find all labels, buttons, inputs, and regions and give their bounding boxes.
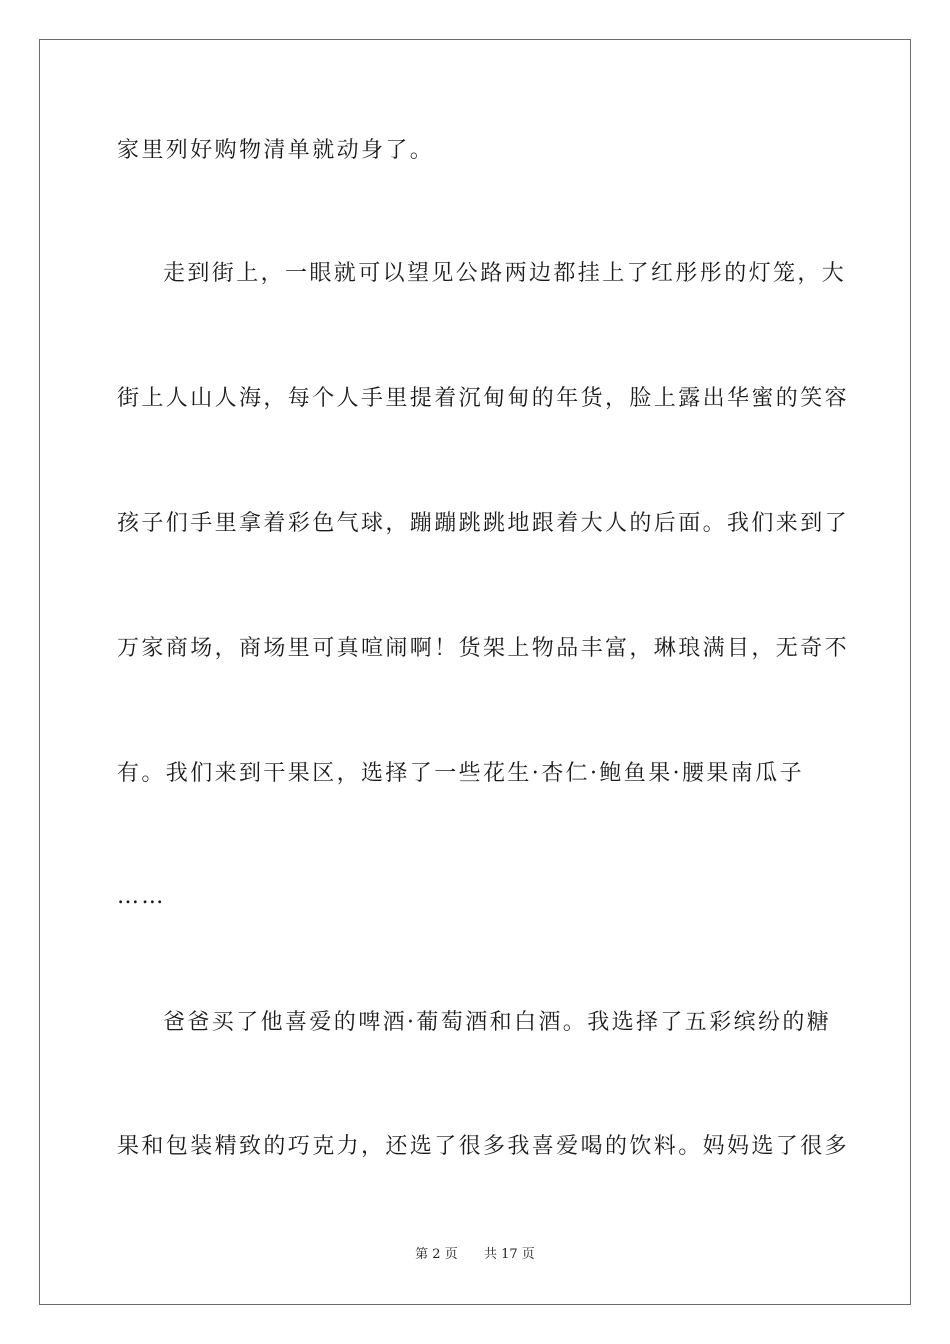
- text-line-9: 果和包装精致的巧克力，还选了很多我喜爱喝的饮料。妈妈选了很多: [117, 1134, 850, 1159]
- text-line-3: 街上人山人海，每个人手里提着沉甸甸的年货，脸上露出华蜜的笑容: [117, 386, 850, 411]
- page-border: [39, 39, 911, 1305]
- paragraph-start-1: 走到街上，一眼就可以望见公路两边都挂上了红彤彤的灯笼，大: [163, 261, 847, 286]
- text-line-1: 家里列好购物清单就动身了。: [117, 138, 435, 163]
- text-line-4: 孩子们手里拿着彩色气球，蹦蹦跳跳地跟着大人的后面。我们来到了: [117, 511, 850, 536]
- text-line-6: 有。我们来到干果区，选择了一些花生·杏仁·鲍鱼果·腰果南瓜子: [117, 761, 804, 786]
- page-footer: [0, 1246, 950, 1264]
- text-line-5: 万家商场，商场里可真喧闹啊！货架上物品丰富，琳琅满目，无奇不: [117, 636, 850, 661]
- paragraph-start-2: 爸爸买了他喜爱的啤酒·葡萄酒和白酒。我选择了五彩缤纷的糖: [163, 1010, 832, 1035]
- ellipsis-line: ……: [117, 884, 166, 909]
- page-number: 第 2 页: [415, 1247, 458, 1262]
- page-total: 共 17 页: [484, 1247, 535, 1262]
